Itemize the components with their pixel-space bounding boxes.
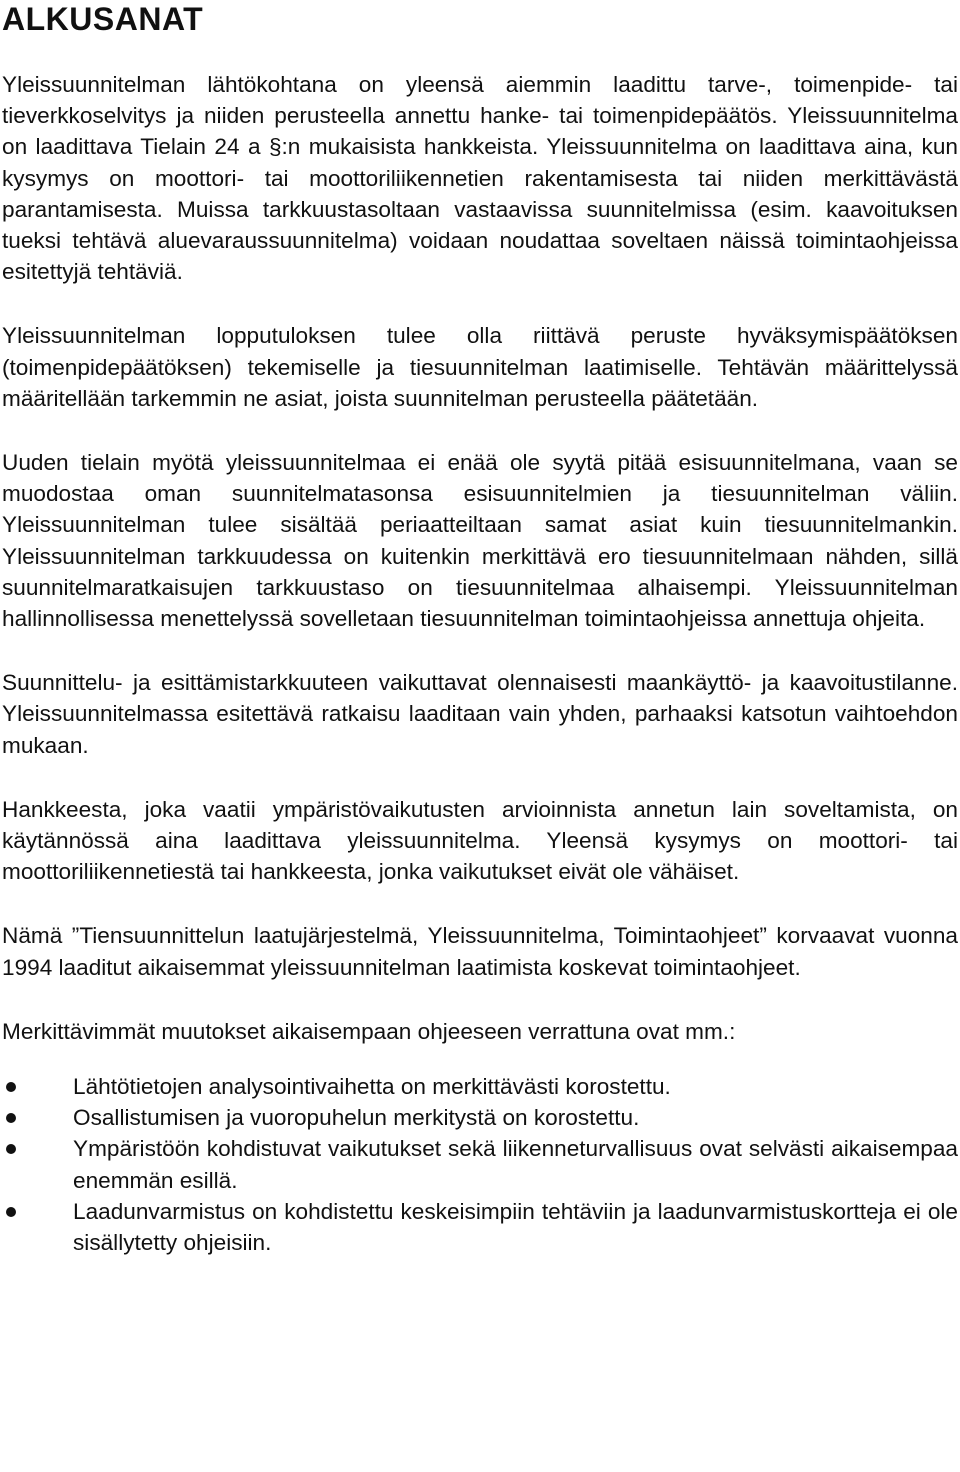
paragraph-2: Yleissuunnitelman lopputuloksen tulee olla riittävä peruste hyväksymispäätöksen (toimenpidepäätöksen) tekemiselle ja tiesuunnitelman laatimiselle. Tehtävän määrittelyssä määritellään tarkemmin ne asiat, joista suunnitelman perusteella päätetään. — [2, 323, 958, 411]
paragraph-3: Uuden tielain myötä yleissuunnitelmaa ei enää ole syytä pitää esisuunnitelmana, vaan se muodostaa oman suunnitelmatasonsa esisuunnitelmien ja tiesuunnitelman väliin. Yleissuunnitelman tulee sisältää periaatteiltaan samat asiat kuin tiesuunnitelmankin. Yleissuunnitelman tarkkuudessa on kuitenkin merkittävä ero tiesuunnitelmaan nähden, sillä suunnitelmaratkaisujen tarkkuustaso on tiesuunnitelmaa alhaisempi. Yleissuunnitelman hallinnollisessa menettelyssä sovelletaan tiesuunnitelman toimintaohjeissa annettuja ohjeita. — [2, 450, 958, 632]
list-item — [2, 1102, 958, 1133]
list-item-text: Ympäristöön kohdistuvat vaikutukset sekä liikenneturvallisuus ovat selvästi aikaisempaa enemmän esillä. — [73, 1136, 958, 1193]
page-title: ALKUSANAT — [2, 1, 204, 37]
bullet-icon — [6, 1082, 16, 1092]
paragraph-6: Nämä ”Tiensuunnittelun laatujärjestelmä, Yleissuunnitelma, Toimintaohjeet” korvaavat vuonna 1994 laaditut aikaisemmat yleissuunnitelman laatimista koskevat toimintaohjeet. — [2, 923, 958, 980]
list-item-text: Osallistumisen ja vuoropuhelun merkitystä on korostettu. — [73, 1105, 640, 1131]
list-item-text: Laadunvarmistus on kohdistettu keskeisimpiin tehtäviin ja laadunvarmistuskortteja ei ole sisällytetty ohjeisiin. — [73, 1198, 958, 1256]
list-item — [2, 1071, 958, 1102]
list-item-text: Lähtötietojen analysointivaihetta on merkittävästi korostettu. — [73, 1074, 671, 1100]
paragraph-7: Merkittävimmät muutokset aikaisempaan ohjeeseen verrattuna ovat mm.: — [2, 1018, 736, 1044]
changes-list — [2, 1071, 958, 1258]
paragraph-1: Yleissuunnitelman lähtökohtana on yleensä aiemmin laadittu tarve-, toimenpide- tai tieverkkoselvitys ja niiden perusteella annettu hanke- tai toimenpidepäätös. Yleissuunnitelma on laadittava Tielain 24 a §:n mukaisista hankkeista. Yleissuunnitelma on laadittava aina, kun kysymys on moottori- tai moottoriliikennetien rakentamisesta tai niiden merkittävästä parantamisesta. Muissa tarkkuustasoltaan vastaavissa suunnitelmissa (esim. kaavoituksen tueksi tehtävä aluevaraussuunnitelma) voidaan noudattaa soveltaen näissä toimintaohjeissa esitettyjä tehtäviä. — [2, 72, 958, 285]
bullet-icon — [6, 1207, 16, 1217]
bullet-icon — [6, 1113, 16, 1123]
document-page — [2, 0, 958, 1258]
bullet-icon — [6, 1144, 16, 1154]
paragraph-4: Suunnittelu- ja esittämistarkkuuteen vaikuttavat olennaisesti maankäyttö- ja kaavoitustilanne. Yleissuunnitelmassa esitettävä ratkaisu laaditaan vain yhden, parhaaksi katsotun vaihtoehdon mukaan. — [2, 670, 958, 758]
list-item — [2, 1196, 958, 1258]
list-item — [2, 1133, 958, 1195]
paragraph-5: Hankkeesta, joka vaatii ympäristövaikutusten arvioinnista annetun lain soveltamista, on käytännössä aina laadittava yleissuunnitelma. Yleensä kysymys on moottori- tai moottoriliikennetiestä tai hankkeesta, jonka vaikutukset eivät ole vähäiset. — [2, 796, 958, 885]
